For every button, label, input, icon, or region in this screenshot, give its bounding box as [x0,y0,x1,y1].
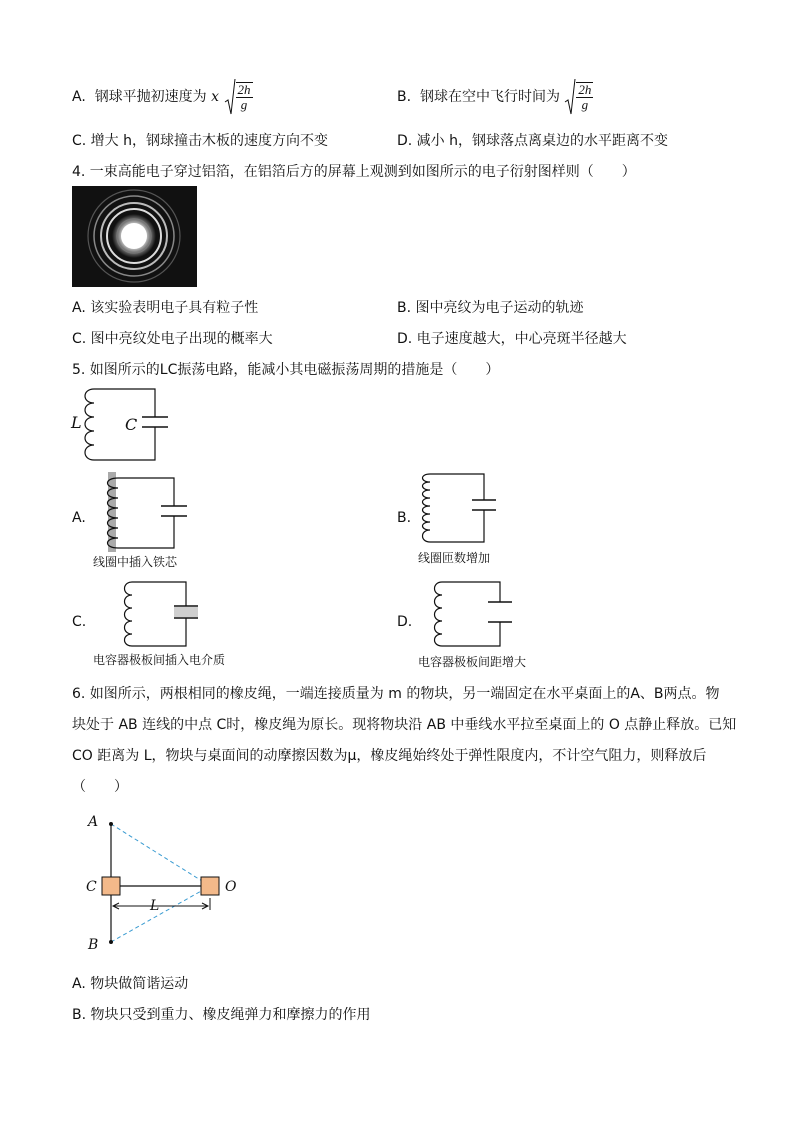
q6-stem-line2: 块处于 AB 连线的中点 C时，橡皮绳为原长。现将物块沿 AB 中垂线水平拉至桌面上的 O 点静止释放。已知 [72,717,737,733]
point-a-label: A [88,814,99,830]
distance-l-label: L [150,898,160,914]
q5-option-d-caption: 电容器极板间距增大 [418,655,527,669]
q4-option-a: A. 该实验表明电子具有粒子性 [72,300,259,316]
q6-option-b: B. 物块只受到重力、橡皮绳弹力和摩擦力的作用 [72,1007,371,1023]
lc-circuit-iron-core [98,472,198,552]
q5-option-c-caption: 电容器极板间插入电介质 [93,653,226,667]
inductor-label: L [71,413,82,432]
point-c-label: C [86,879,97,895]
q4-option-b: B. 图中亮纹为电子运动的轨迹 [397,300,584,316]
q5-option-b-label: B. [397,510,412,526]
q3-option-b: B. 钢球在空中飞行时间为 $\frac{2h}{g}$ [397,78,593,116]
lc-circuit-wider-gap [430,578,520,650]
q6-stem-line3: CO 距离为 L，物块与桌面间的动摩擦因数为μ，橡皮绳始终处于弹性限度内，不计空气阻力，则释放后 [72,748,707,764]
q5-option-a-label: A. [72,510,86,526]
q4-stem: 4. 一束高能电子穿过铝箔，在铝箔后方的屏幕上观测到如图所示的电子衍射图样则（ ） [72,164,636,180]
sqrt-2h-over-g: $\frac{2h}{g}$ [564,78,593,116]
q5-option-b-caption: 线圈匝数增加 [418,551,491,565]
lc-circuit-more-turns [418,470,508,546]
q3-option-d: D. 减小 h，钢球落点离桌边的水平距离不变 [397,133,669,149]
q5-option-d-label: D. [397,614,413,630]
q4-option-c: C. 图中亮纹处电子出现的概率大 [72,331,273,347]
sqrt-2h-over-g: $\frac{2h}{g}$ [224,78,253,116]
lc-circuit-main [68,385,178,465]
point-o-label: O [225,879,237,895]
q6-stem-line4: （ ） [72,779,128,795]
q4-option-d: D. 电子速度越大，中心亮斑半径越大 [397,331,627,347]
q3-option-c: C. 增大 h，钢球撞击木板的速度方向不变 [72,133,328,149]
lc-circuit-dielectric [120,578,210,650]
electron-diffraction-image [72,186,197,287]
q5-option-a-caption: 线圈中插入铁芯 [93,555,178,569]
q6-option-a: A. 物块做简谐运动 [72,976,189,992]
q6-stem-line1: 6. 如图所示，两根相同的橡皮绳，一端连接质量为 m 的物块，另一端固定在水平桌面上的A、B两点。物 [72,686,720,702]
point-b-label: B [88,937,99,953]
q5-option-c-label: C. [72,614,87,630]
q3-option-a: A. 钢球平抛初速度为 x $\frac{2h}{g}$ [72,78,253,116]
capacitor-label: C [125,415,138,434]
q5-stem: 5. 如图所示的LC振荡电路，能减小其电磁振荡周期的措施是（ ） [72,362,500,378]
